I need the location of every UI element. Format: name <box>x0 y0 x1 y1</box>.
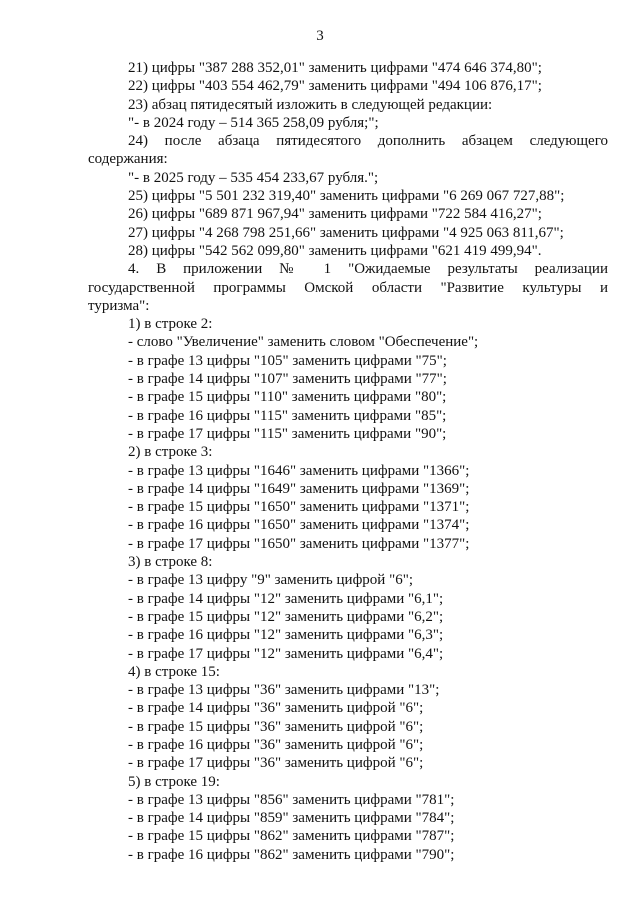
text-line: - в графе 13 цифру "9" заменить цифрой "6"; <box>128 572 413 589</box>
text-line: 4) в строке 15: <box>128 663 220 680</box>
text-line: - в графе 17 цифры "1650" заменить цифрами "1377"; <box>128 535 470 552</box>
text-line: - в графе 13 цифры "1646" заменить цифрами "1366"; <box>128 462 470 479</box>
text-line: 22) цифры "403 554 462,79" заменить цифрами "494 106 876,17"; <box>128 78 542 95</box>
text-line: - в графе 13 цифры "105" заменить цифрами "75"; <box>128 352 447 369</box>
text-line: 1) в строке 2: <box>128 316 213 333</box>
text-line: - в графе 15 цифры "12" заменить цифрами "6,2"; <box>128 608 444 625</box>
text-line: - в графе 16 цифры "862" заменить цифрами "790"; <box>128 846 455 863</box>
text-line: 25) цифры "5 501 232 319,40" заменить цифрами "6 269 067 727,88"; <box>128 188 565 205</box>
text-line: - в графе 14 цифры "12" заменить цифрами "6,1"; <box>128 590 444 607</box>
text-line: 28) цифры "542 562 099,80" заменить цифрами "621 419 499,94". <box>128 242 542 259</box>
text-line: - в графе 16 цифры "1650" заменить цифрами "1374"; <box>128 517 470 534</box>
text-line: - в графе 15 цифры "110" заменить цифрами "80"; <box>128 389 447 406</box>
document-body <box>88 59 608 864</box>
text-line: - в графе 15 цифры "1650" заменить цифрами "1371"; <box>128 499 470 516</box>
text-line: 3) в строке 8: <box>128 554 213 571</box>
text-line: - в графе 16 цифры "12" заменить цифрами "6,3"; <box>128 627 444 644</box>
text-line: - в графе 15 цифры "862" заменить цифрами "787"; <box>128 828 455 845</box>
text-line: 2) в строке 3: <box>128 444 213 461</box>
text-line: - в графе 17 цифры "36" заменить цифрой "6"; <box>128 755 424 772</box>
text-line: - в графе 17 цифры "115" заменить цифрами "90"; <box>128 425 447 442</box>
text-line: - в графе 16 цифры "115" заменить цифрами "85"; <box>128 407 447 424</box>
text-line: 21) цифры "387 288 352,01" заменить цифрами "474 646 374,80"; <box>128 60 542 76</box>
text-line: 27) цифры "4 268 798 251,66" заменить цифрами "4 925 063 811,67"; <box>128 224 564 241</box>
text-line: - в графе 13 цифры "36" заменить цифрами "13"; <box>128 682 440 699</box>
text-line: "- в 2025 году – 535 454 233,67 рубля."; <box>128 169 379 186</box>
text-line: "- в 2024 году – 514 365 258,09 рубля;"; <box>128 114 379 131</box>
text-line: - слово "Увеличение" заменить словом "Обеспечение"; <box>128 334 479 351</box>
text-line: - в графе 14 цифры "36" заменить цифрой "6"; <box>128 700 424 717</box>
text-line: - в графе 13 цифры "856" заменить цифрами "781"; <box>128 791 455 808</box>
text-line: - в графе 14 цифры "107" заменить цифрами "77"; <box>128 371 447 388</box>
text-line: - в графе 17 цифры "12" заменить цифрами "6,4"; <box>128 645 444 662</box>
text-line: - в графе 14 цифры "859" заменить цифрами "784"; <box>128 810 455 827</box>
text-line: - в графе 14 цифры "1649" заменить цифрами "1369"; <box>128 480 470 497</box>
text-line: - в графе 16 цифры "36" заменить цифрой "6"; <box>128 736 424 753</box>
text-line: - в графе 15 цифры "36" заменить цифрой "6"; <box>128 718 424 735</box>
text-line: 26) цифры "689 871 967,94" заменить цифрами "722 584 416,27"; <box>128 206 542 223</box>
text-line: содержания: <box>88 151 168 168</box>
text-line: туризма": <box>88 297 150 314</box>
page-number: 3 <box>316 28 324 44</box>
text-line: 24) после абзаца пятидесятого дополнить абзацем следующего <box>128 133 608 150</box>
text-line: 4. В приложении № 1 "Ожидаемые результаты реализации <box>128 261 608 278</box>
text-line: 5) в строке 19: <box>128 773 220 790</box>
text-line: государственной программы Омской области "Развитие культуры и <box>88 279 608 296</box>
text-line: 23) абзац пятидесятый изложить в следующей редакции: <box>128 96 493 113</box>
